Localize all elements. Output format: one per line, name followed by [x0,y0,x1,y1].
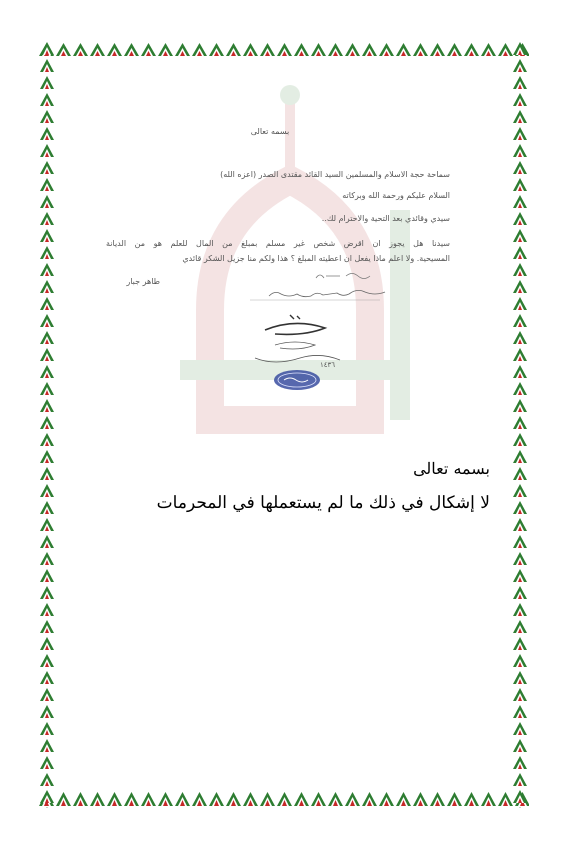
letter-question-line2: المسيحية. ولا اعلم ماذا يفعل ان اعطيته المبلغ ؟ هذا ولكم منا جزيل الشكر قائدي [182,254,450,263]
decorative-border-bottom [38,788,529,808]
answer-title: بسمه تعالى [413,459,490,478]
letter-question-line1: سيدنا هل يجوز ان اقرض شخص غير مسلم بمبلغ من المال للعلم هو من الديانة [106,239,450,248]
handwritten-reply [240,270,390,310]
svg-text:١٤٣٦: ١٤٣٦ [319,361,335,369]
decorative-border-left [38,40,56,808]
signature [245,310,355,370]
letter-salutation: السلام عليكم ورحمة الله وبركاته [342,191,450,200]
answer-body: لا إشكال في ذلك ما لم يستعملها في المحرمات [156,493,490,513]
decorative-border-top [38,40,529,58]
letter-sender: طاهر جبار [126,277,160,286]
letter-addressee: سماحة حجة الاسلام والمسلمين السيد القائد مقتدى الصدر (اعزه الله) [220,170,450,179]
letter-greeting: سيدي وقائدي بعد التحية والاحترام لك.. [321,214,450,223]
letter-title: بسمه تعالى [250,127,290,136]
decorative-border-right [511,40,529,808]
official-seal [272,368,322,392]
